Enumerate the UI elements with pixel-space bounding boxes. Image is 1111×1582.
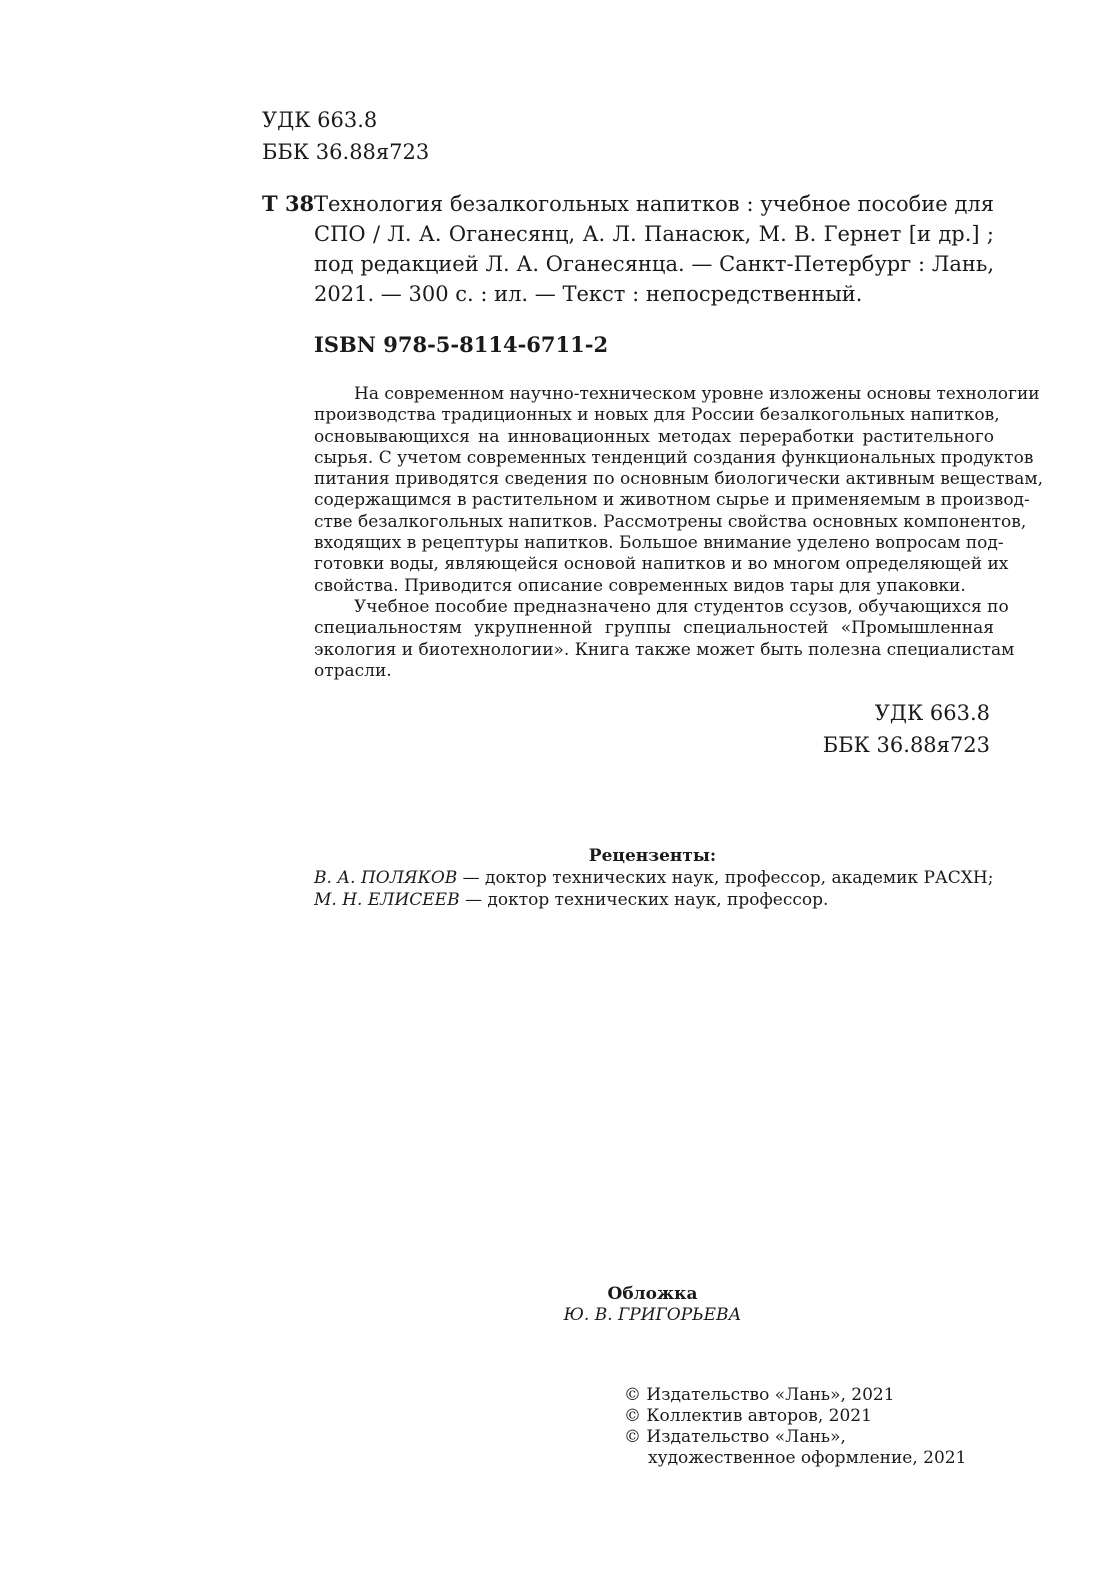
annotation-line: свойства. Приводится описание современных видов тары для упаковки.: [314, 575, 966, 596]
reviewer-description: — доктор технических наук, профессор.: [459, 890, 829, 910]
reviewers-list: [314, 867, 993, 911]
reviewer-description: — доктор технических наук, профессор, академик РАСХН;: [457, 868, 994, 888]
classification-codes-bottom: [823, 697, 990, 761]
copyright-line: художественное оформление, 2021: [648, 1448, 967, 1468]
annotation-line: стве безалкогольных напитков. Рассмотрены свойства основных компонентов,: [314, 511, 1027, 532]
record-line: 2021. — 300 с. : ил. — Текст : непосредственный.: [314, 282, 863, 306]
annotation-line: содержащимся в растительном и животном сырье и применяемым в производ-: [314, 490, 1030, 511]
copyright-line: © Издательство «Лань»,: [624, 1427, 846, 1447]
classification-codes-top: [262, 104, 429, 168]
annotation: [314, 384, 1043, 682]
reviewer-entry: [314, 889, 993, 911]
record-line: под редакцией Л. А. Оганесянца. — Санкт-Петербург : Лань,: [314, 252, 994, 276]
isbn: ISBN 978-5-8114-6711-2: [314, 332, 609, 357]
bibliographic-record: [314, 189, 994, 309]
reviewer-name: В. А. ПОЛЯКОВ: [314, 868, 458, 888]
record-line: СПО / Л. А. Оганесянц, А. Л. Панасюк, М. В. Гернет [и др.] ;: [314, 222, 994, 246]
reviewer-entry: [314, 867, 993, 889]
annotation-line: экология и биотехнологии». Книга также может быть полезна специалистам: [314, 639, 1015, 660]
copyright-line: © Издательство «Лань», 2021: [624, 1385, 895, 1405]
annotation-line: На современном научно-техническом уровне изложены основы технологии: [354, 384, 1040, 404]
udk-code: УДК 663.8: [874, 701, 990, 725]
copyright-line: © Коллектив авторов, 2021: [624, 1406, 872, 1426]
annotation-line: отрасли.: [314, 660, 392, 681]
reviewer-name: М. Н. ЕЛИСЕЕВ: [314, 890, 460, 910]
cover-heading: Обложка: [607, 1284, 698, 1304]
bbk-code: ББК 36.88я723: [262, 140, 430, 164]
annotation-line: специальностям укрупненной группы специальностей «Промышленная: [314, 618, 994, 639]
reviewers-heading: Рецензенты:: [588, 846, 717, 866]
annotation-line: готовки воды, являющейся основой напитков и во многом определяющей их: [314, 554, 1009, 575]
annotation-line: основывающихся на инновационных методах переработки растительного: [314, 426, 994, 447]
annotation-line: производства традиционных и новых для России безалкогольных напитков,: [314, 405, 1000, 426]
annotation-line: сырья. С учетом современных тенденций создания функциональных продуктов: [314, 447, 1034, 468]
udk-code: УДК 663.8: [262, 108, 378, 132]
copyright-block: [624, 1385, 966, 1469]
bbk-code: ББК 36.88я723: [822, 733, 990, 757]
author-mark: Т 38: [262, 191, 315, 216]
annotation-line: входящих в рецептуры напитков. Большое внимание уделено вопросам под-: [314, 533, 1004, 554]
annotation-line: Учебное пособие предназначено для студентов ссузов, обучающихся по: [354, 596, 1009, 617]
annotation-line: питания приводятся сведения по основным биологически активным веществам,: [314, 469, 1043, 490]
record-line: Технология безалкогольных напитков : учебное пособие для: [314, 192, 994, 216]
cover-designer-name: Ю. В. ГРИГОРЬЕВА: [563, 1305, 742, 1325]
